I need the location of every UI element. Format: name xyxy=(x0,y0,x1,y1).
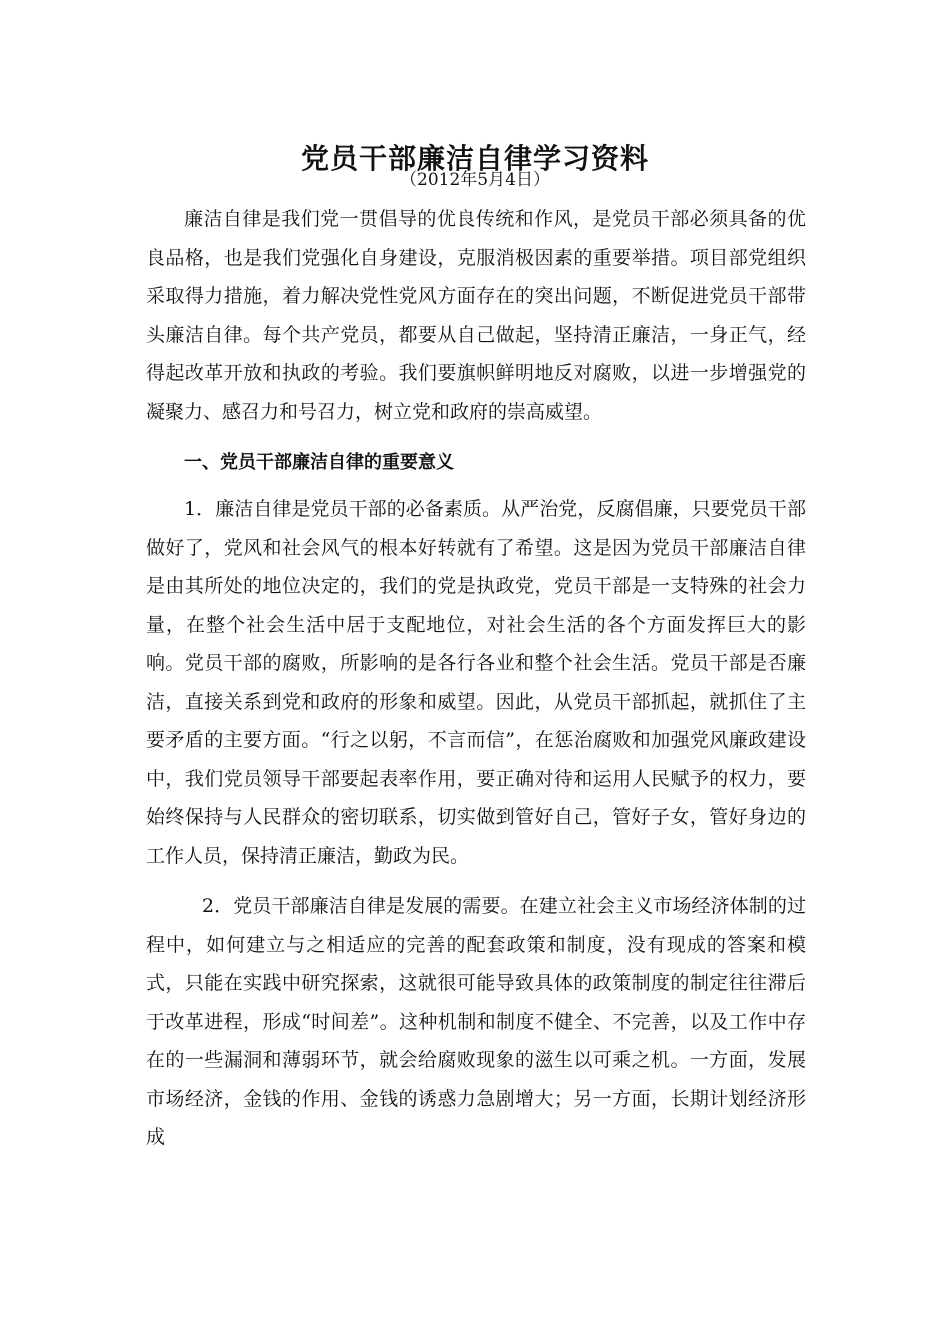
point-2-paragraph: 2．党员干部廉洁自律是发展的需要。在建立社会主义市场经济体制的过程中，如何建立与之相适应的完善的配套政策和制度，没有现成的答案和模式，只能在实践中研究探索，这就很可能导致具体的政策制度的制定往往滞后于改革进程，形成“时间差”。这种机制和制度不健全、不完善，以及工作中存在的一些漏洞和薄弱环节，就会给腐败现象的滋生以可乘之机。一方面，发展市场经济，金钱的作用、金钱的诱惑力急剧增大；另一方面，长期计划经济形成 xyxy=(146,895,806,1148)
document-date: （2012年5月4日） xyxy=(400,170,550,190)
section-heading: 一、党员干部廉洁自律的重要意义 xyxy=(184,452,454,473)
intro-paragraph: 廉洁自律是我们党一贯倡导的优良传统和作风，是党员干部必须具备的优良品格，也是我们党强化自身建设，克服消极因素的重要举措。项目部党组织采取得力措施，着力解决党性党风方面存在的突出问题，不断促进党员干部带头廉洁自律。每个共产党员，都要从自己做起，坚持清正廉洁，一身正气，经得起改革开放和执政的考验。我们要旗帜鲜明地反对腐败，以进一步增强党的凝聚力、感召力和号召力，树立党和政府的崇高威望。 xyxy=(146,208,806,423)
document-body xyxy=(146,200,806,1157)
point-1-paragraph: 1．廉洁自律是党员干部的必备素质。从严治党，反腐倡廉，只要党员干部做好了，党风和社会风气的根本好转就有了希望。这是因为党员干部廉洁自律是由其所处的地位决定的，我们的党是执政党，党员干部是一支特殊的社会力量，在整个社会生活中居于支配地位，对社会生活的各个方面发挥巨大的影响。党员干部的腐败，所影响的是各行各业和整个社会生活。党员干部是否廉洁，直接关系到党和政府的形象和威望。因此，从党员干部抓起，就抓住了主要矛盾的主要方面。“行之以躬，不言而信”，在惩治腐败和加强党风廉政建设中，我们党员领导干部要起表率作用，要正确对待和运用人民赋予的权力，要始终保持与人民群众的密切联系，切实做到管好自己，管好子女，管好身边的工作人员，保持清正廉洁，勤政为民。 xyxy=(146,498,806,867)
document-title: 党员干部廉洁自律学习资料 xyxy=(300,141,649,175)
